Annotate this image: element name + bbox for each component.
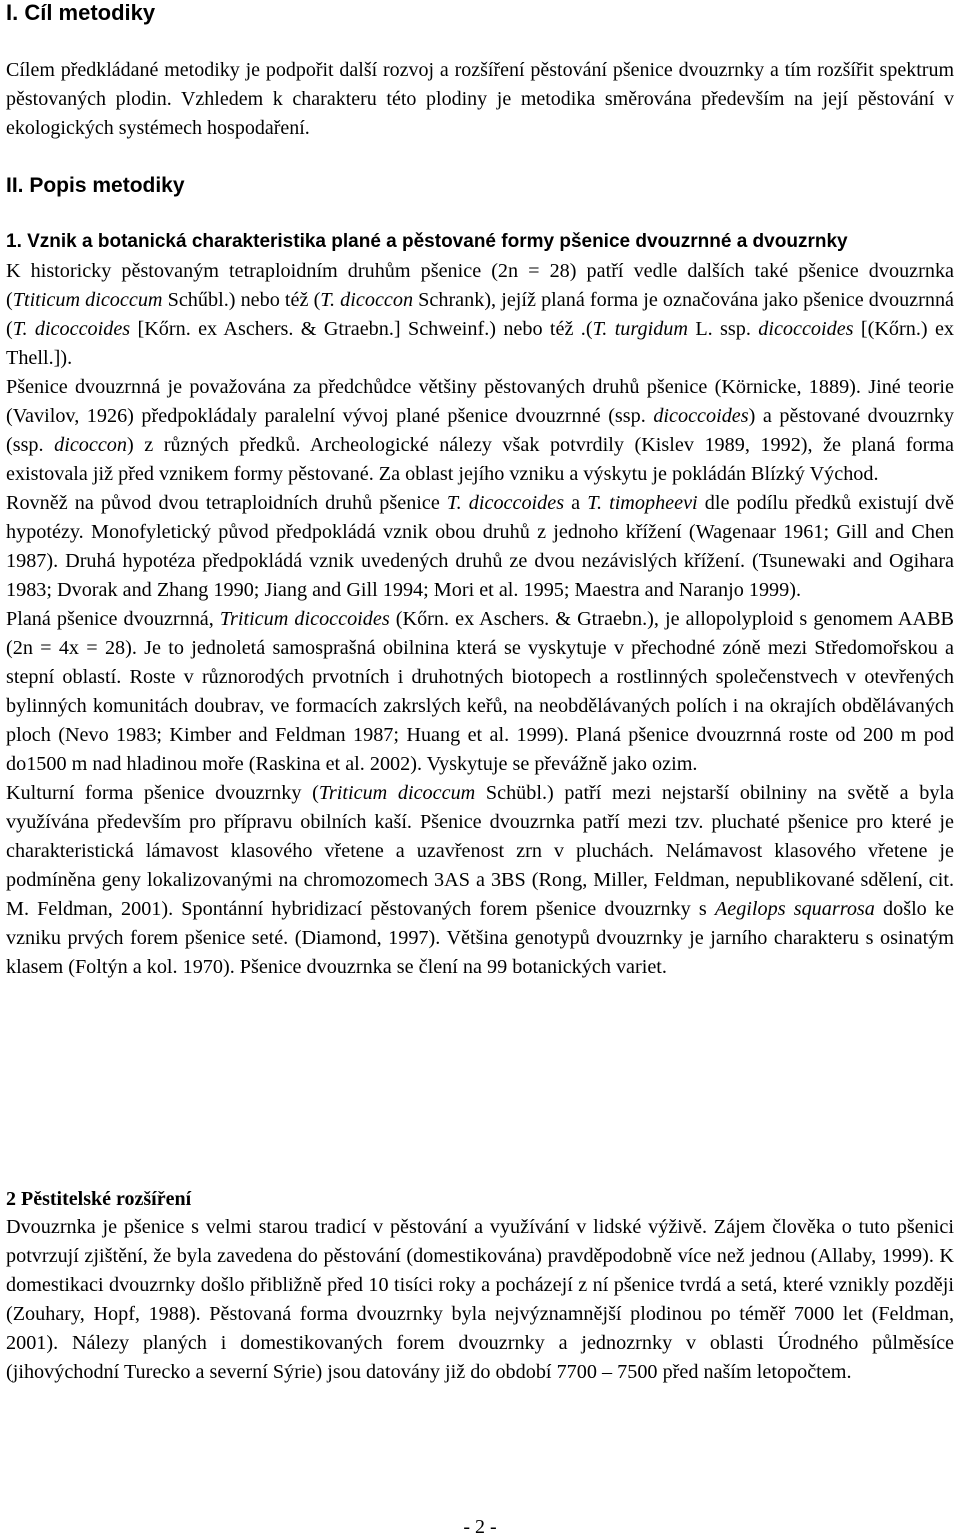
section-heading-rozsireni: 2 Pěstitelské rozšíření <box>6 1188 192 1210</box>
paragraph-p1: K historicky pěstovaným tetraploidním druhům pšenice (2n = 28) patří vedle dalších také pšenice dvouzrnka (Ttiticum dicoccum Schűbl.) nebo též (T. dicoccon Schrank), jejíž planá forma je označována jako pšenice dvouzrnná (T. dicoccoides [Kőrn. ex Aschers. & Gtraebn.] Schweinf.) nebo též .(T. turgidum L. ssp. dicoccoides [(Kőrn.) ex Thell.]). <box>6 260 955 369</box>
paragraph-p3: Rovněž na původ dvou tetraploidních druhů pšenice T. dicoccoides a T. timopheevi dle podílu předků existují dvě hypotézy. Monofyletický původ předpokládá vznik obou druhů z jednoho křížení (Wagenaar 1961; Gill and Chen 1987). Druhá hypotéza předpokládá vznik uvedených druhů ze dvou nezávislých křížení. (Tsunewaki and Ogihara 1983; Dvorak and Zhang 1990; Jiang and Gill 1994; Mori et al. 1995; Maestra and Naranjo 1999). <box>6 492 954 601</box>
paragraph-p2: Pšenice dvouzrnná je považována za předchůdce většiny pěstovaných druhů pšenice (Körnicke, 1889). Jiné teorie (Vavilov, 1926) předpokládaly paralelní vývoj plané pšenice dvouzrnné (ssp. dicoccoides) a pěstované dvouzrnky (ssp. dicoccon) z různých předků. Archeologické nálezy však potvrdily (Kislev 1989, 1992), že planá forma existovala již před vznikem formy pěstované. Za oblast jejího vzniku a výskytu je pokládán Blízký Východ. <box>6 376 955 485</box>
subsection-heading-vznik: 1. Vznik a botanická charakteristika plané a pěstované formy pšenice dvouzrnné a dvouzrnky <box>6 231 848 252</box>
section-heading-cil: I. Cíl metodiky <box>6 0 156 25</box>
page-number: - 2 - <box>463 1516 497 1538</box>
paragraph-p5: Kulturní forma pšenice dvouzrnky (Triticum dicoccum Schübl.) patří mezi nejstarší obilniny na světě a byla využívána především pro přípravu obilních kaší. Pšenice dvouzrnka patří mezi tzv. pluchaté pšenice pro které je charakteristická lámavost klasového vřetene a uzavřenost zrn v pluchách. Nelámavost klasového vřetene je podmíněna geny lokalizovanými na chromozomech 3AS a 3BS (Rong, Miller, Feldman, nepublikované sdělení, cit. M. Feldman, 2001). Spontánní hybridizací pěstovaných forem pšenice dvouzrnky s Aegilops squarrosa došlo ke vzniku prvých forem pšenice seté. (Diamond, 1997). Většina genotypů dvouzrnky je jarního charakteru s osinatým klasem (Foltýn a kol. 1970). Pšenice dvouzrnka se člení na 99 botanických variet. <box>6 782 954 978</box>
section-heading-popis: II. Popis metodiky <box>6 174 185 197</box>
body-text-section1 <box>6 257 954 982</box>
paragraph-intro: Cílem předkládané metodiky je podpořit další rozvoj a rozšíření pěstování pšenice dvouzrnky a tím rozšířit spektrum pěstovaných plodin. Vzhledem k charakteru této plodiny je metodika směrována především na její pěstování v ekologických systémech hospodaření. <box>6 59 954 139</box>
paragraph-rozsireni: Dvouzrnka je pšenice s velmi starou tradicí v pěstování a využívání v lidské výživě. Zájem člověka o tuto pšenici potvrzují zjištění, že byla zavedena do pěstování (domestikována) pravděpodobně více než jednou (Allaby, 1999). K domestikaci dvouzrnky došlo přibližně před 10 tisíci roky a pocházejí z ní pšenice tvrdá a setá, které vznikly později (Zouhary, Hopf, 1988). Pěstovaná forma dvouzrnky byla nejvýznamnější plodinou po téměř 7000 let (Feldman, 2001). Nálezy planých i domestikovaných forem dvouzrnky a jednozrnky v oblasti Úrodného půlměsíce (jihovýchodní Turecko a severní Sýrie) jsou datovány již do období 7700 – 7500 před naším letopočtem. <box>6 1216 954 1383</box>
paragraph-p4: Planá pšenice dvouzrnná, Triticum dicoccoides (Kőrn. ex Aschers. & Gtraebn.), je allopolyploid s genomem AABB (2n = 4x = 28). Je to jednoletá samosprašná obilnina která se vyskytuje v přechodné zóně mezi Středomořskou a stepní oblastí. Roste v různorodých prvotních i druhotných biotopech a rostlinných společenstvech v otevřených bylinných komunitách doubrav, ve formacích zakrslých keřů, na neobdělávaných polích i na okrajích obdělávaných ploch (Nevo 1983; Kimber and Feldman 1987; Huang et al. 1999). Planá pšenice dvouzrnná roste od 200 m pod do1500 m nad hladinou moře (Raskina et al. 2002). Vyskytuje se převážně jako ozim. <box>6 608 955 775</box>
body-text-section2 <box>6 1213 954 1387</box>
